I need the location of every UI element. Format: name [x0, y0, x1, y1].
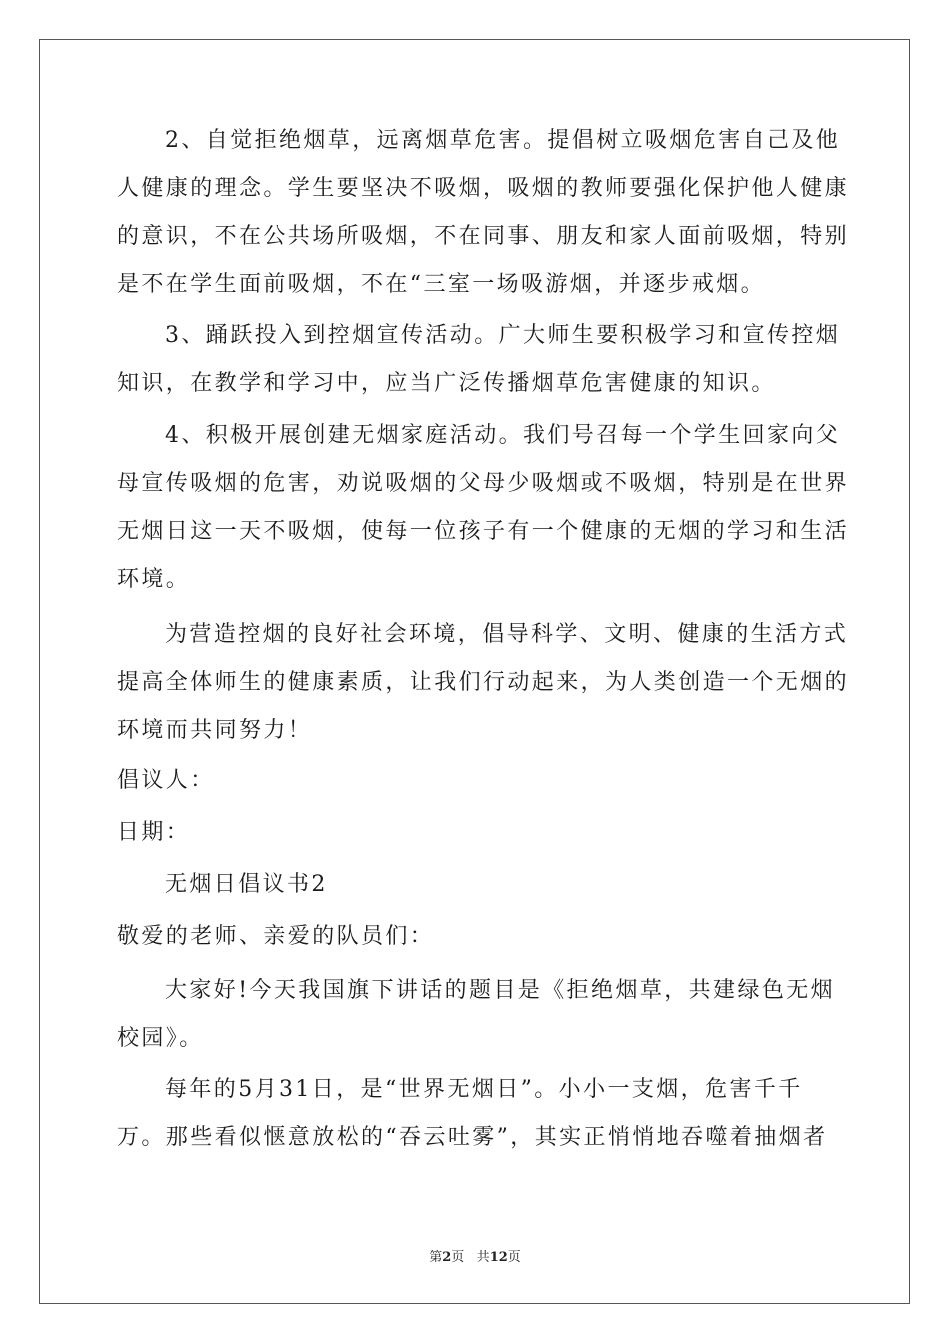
text-line: 无烟日这一天不吸烟，使每一位孩子有一个健康的无烟的学习和生活 — [117, 519, 850, 544]
text-line: 母宣传吸烟的危害，劝说吸烟的父母少吸烟或不吸烟，特别是在世界 — [117, 471, 850, 496]
section-heading: 无烟日倡议书2 — [165, 872, 328, 897]
text-line: 提高全体师生的健康素质，让我们行动起来，为人类创造一个无烟的 — [117, 670, 850, 695]
text-line: 环境而共同努力！ — [117, 718, 313, 743]
footer-total-unit: 页 — [507, 1250, 521, 1265]
text-line: 是不在学生面前吸烟，不在“三室一场吸游烟，并逐步戒烟。 — [117, 272, 766, 297]
footer-total-prefix: 共 — [476, 1250, 490, 1265]
text-line: 的意识，不在公共场所吸烟，不在同事、朋友和家人面前吸烟，特别 — [117, 224, 850, 249]
text-line: 万。那些看似惬意放松的“吞云吐雾”，其实正悄悄地吞噬着抽烟者 — [117, 1125, 828, 1150]
total-page-count: 12 — [489, 1250, 508, 1265]
text-line: 为营造控烟的良好社会环境，倡导科学、文明、健康的生活方式 — [165, 622, 849, 647]
text-line: 2、自觉拒绝烟草，远离烟草危害。提倡树立吸烟危害自己及他 — [165, 128, 841, 153]
footer-prefix: 第 — [429, 1250, 443, 1265]
current-page-number: 2 — [442, 1250, 452, 1265]
text-line: 校园》。 — [117, 1026, 204, 1051]
text-line: 环境。 — [117, 567, 191, 592]
text-line: 人健康的理念。学生要坚决不吸烟，吸烟的教师要强化保护他人健康 — [117, 176, 850, 201]
page-footer — [0, 1246, 950, 1265]
signatory-label: 倡议人： — [117, 768, 215, 793]
text-line: 每年的5月31日，是“世界无烟日”。小小一支烟，危害千千 — [165, 1077, 803, 1102]
text-line: 大家好!今天我国旗下讲话的题目是《拒绝烟草，共建绿色无烟 — [165, 978, 836, 1003]
date-label: 日期： — [117, 820, 191, 845]
text-line: 3、踊跃投入到控烟宣传活动。广大师生要积极学习和宣传控烟 — [165, 323, 841, 348]
footer-page-unit: 页 — [451, 1250, 465, 1265]
text-line: 4、积极开展创建无烟家庭活动。我们号召每一个学生回家向父 — [165, 423, 841, 448]
salutation: 敬爱的老师、亲爱的队员们： — [117, 924, 435, 949]
text-line: 知识，在教学和学习中，应当广泛传播烟草危害健康的知识。 — [117, 371, 776, 396]
